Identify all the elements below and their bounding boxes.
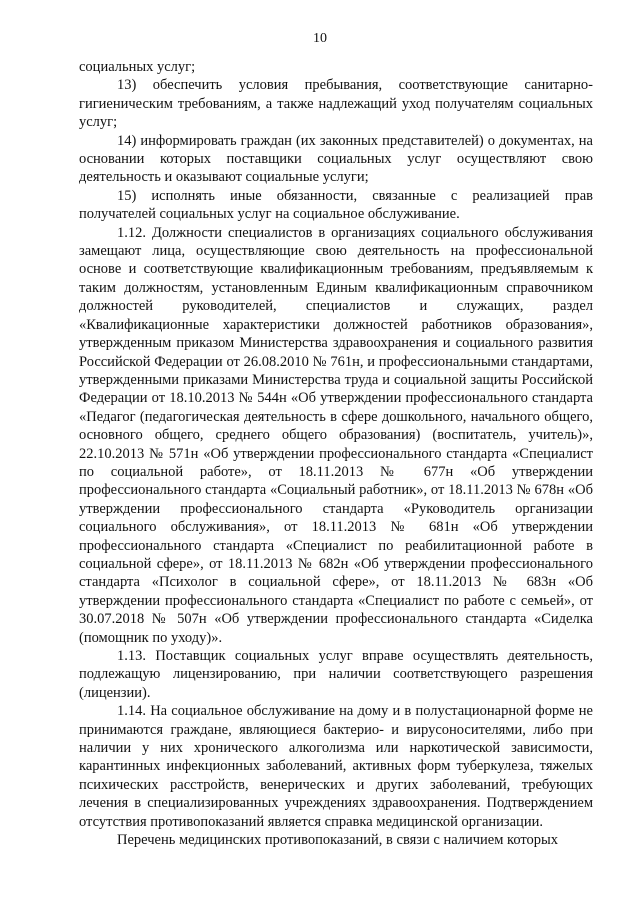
document-body bbox=[79, 58, 593, 849]
paragraph: 1.14. На социальное обслуживание на дому и в полустационарной форме не принимаются граждане, являющиеся бактерио- и вирусоносителями, либо при наличии у них хронического алкоголизма или наркотической зависимости, карантинных инфекционных заболеваний, активных форм туберкулеза, тяжелых психических расстройств, венерических и других заболеваний, требующих лечения в специализированных учреждениях здравоохранения. Подтверждением отсутствия противопоказаний является справка медицинской организации. bbox=[79, 703, 593, 830]
paragraph: 14) информировать граждан (их законных представителей) о документах, на основании которых поставщики социальных услуг осуществляют свою деятельность и оказывают социальные услуги; bbox=[79, 132, 593, 186]
paragraph: 1.13. Поставщик социальных услуг вправе осуществлять деятельность, подлежащую лицензированию, при наличии соответствующего разрешения (лицензии). bbox=[79, 648, 593, 701]
paragraph: Перечень медицинских противопоказаний, в связи с наличием которых bbox=[117, 832, 559, 849]
paragraph: 15) исполнять иные обязанности, связанные с реализацией прав получателей социальных услуг на социальное обслуживание. bbox=[79, 187, 593, 223]
paragraph: социальных услуг; bbox=[79, 59, 196, 75]
paragraph: 1.12. Должности специалистов в организациях социального обслуживания замещают лица, осуществляющие свою деятельность на профессиональной основе и соответствующие квалификационным требованиям, предъявляемым к таким должностям, установленным Единым квалификационным справочником должностей руководителей, специалистов и служащих, раздел «Квалификационные характеристики должностей работников образования», утвержденным приказом Министерства здравоохранения и социального развития Российской Федерации от 26.08.2010 № 761н, и профессиональными стандартами, утвержденными приказами Министерства труда и социальной защиты Российской Федерации от 18.10.2013 № 544н «Об утверждении профессионального стандарта «Педагог (педагогическая деятельность в сфере дошкольного, начального общего, основного общего, среднего общего образования) (воспитатель, учитель)», 22.10.2013 № 571н «Об утверждении профессионального стандарта «Специалист по социальной работе», от 18.11.2013 № 677н «Об утверждении профессионального стандарта «Социальный работник», от 18.11.2013 № 678н «Об утверждении профессионального стандарта «Руководитель организации социального обслуживания», от 18.11.2013 № 681н «Об утверждении профессионального стандарта «Специалист по реабилитационной работе в социальной сфере», от 18.11.2013 № 682н «Об утверждении профессионального стандарта «Психолог в социальной сфере», от 18.11.2013 № 683н «Об утверждении профессионального стандарта «Специалист по работе с семьей», от 30.07.2018 № 507н «Об утверждении профессионального стандарта «Сиделка (помощник по уходу)». bbox=[79, 224, 593, 646]
paragraph: 13) обеспечить условия пребывания, соответствующие санитарно-гигиеническим требованиям, а также надлежащий уход получателям социальных услуг; bbox=[79, 77, 593, 131]
page-number: 10 bbox=[313, 31, 327, 46]
